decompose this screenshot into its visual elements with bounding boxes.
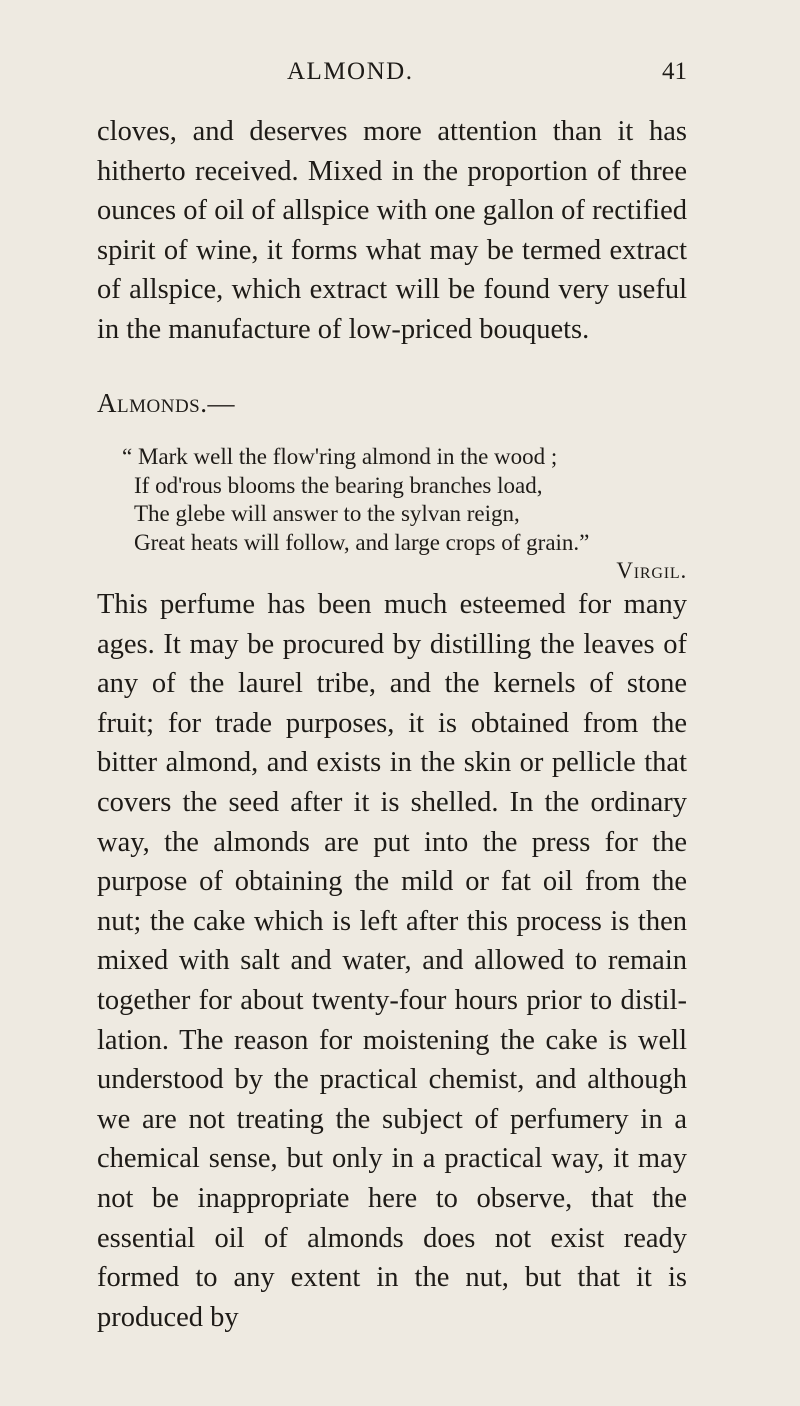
page-header [97, 58, 687, 88]
quote-attribution: Virgil. [616, 558, 687, 583]
section-heading-almonds: Almonds.— [97, 388, 235, 418]
verse-quote [122, 443, 687, 586]
quote-line-3: The glebe will answer to the sylvan reign, [134, 501, 520, 526]
page-number: 41 [662, 58, 687, 85]
running-title: ALMOND. [287, 58, 414, 85]
paragraph-allspice: cloves, and deserves more attention than it has hitherto received. Mixed in the proportion of three ounces of oil of allspice with one gallon of rectified spirit of wine, it forms what may be termed extract of allspice, which extract will be found very useful in the manufacture of low-priced bouquets. [97, 116, 687, 345]
quote-line-2: If od'rous blooms the bearing branches load, [134, 472, 543, 498]
quote-line-4: Great heats will follow, and large crops of grain.” [134, 529, 590, 555]
paragraph-almond-perfume: This perfume has been much esteemed for many ages. It may be procured by distilling the leaves of any of the laurel tribe, and the kernels of stone fruit; for trade purposes, it is obtained from the bitter almond, and exists in the skin or pellicle that covers the seed after it is shelled. In the ordinary way, the almonds are put into the press for the purpose of obtaining the mild or fat oil from the nut; the cake which is left after this process is then mixed with salt and water, and allowed to remain together for about twenty-four hours prior to distil-lation. The reason for moistening the cake is well understood by the practical chemist, and although we are not treating the subject of perfumery in a chemical sense, but only in a practical way, it may not be inappropriate here to observe, that the essential oil of almonds does not exist ready formed to any extent in the nut, but that it is produced by [97, 589, 687, 1333]
quote-line-1: “ Mark well the flow'ring almond in the wood ; [122, 444, 558, 469]
